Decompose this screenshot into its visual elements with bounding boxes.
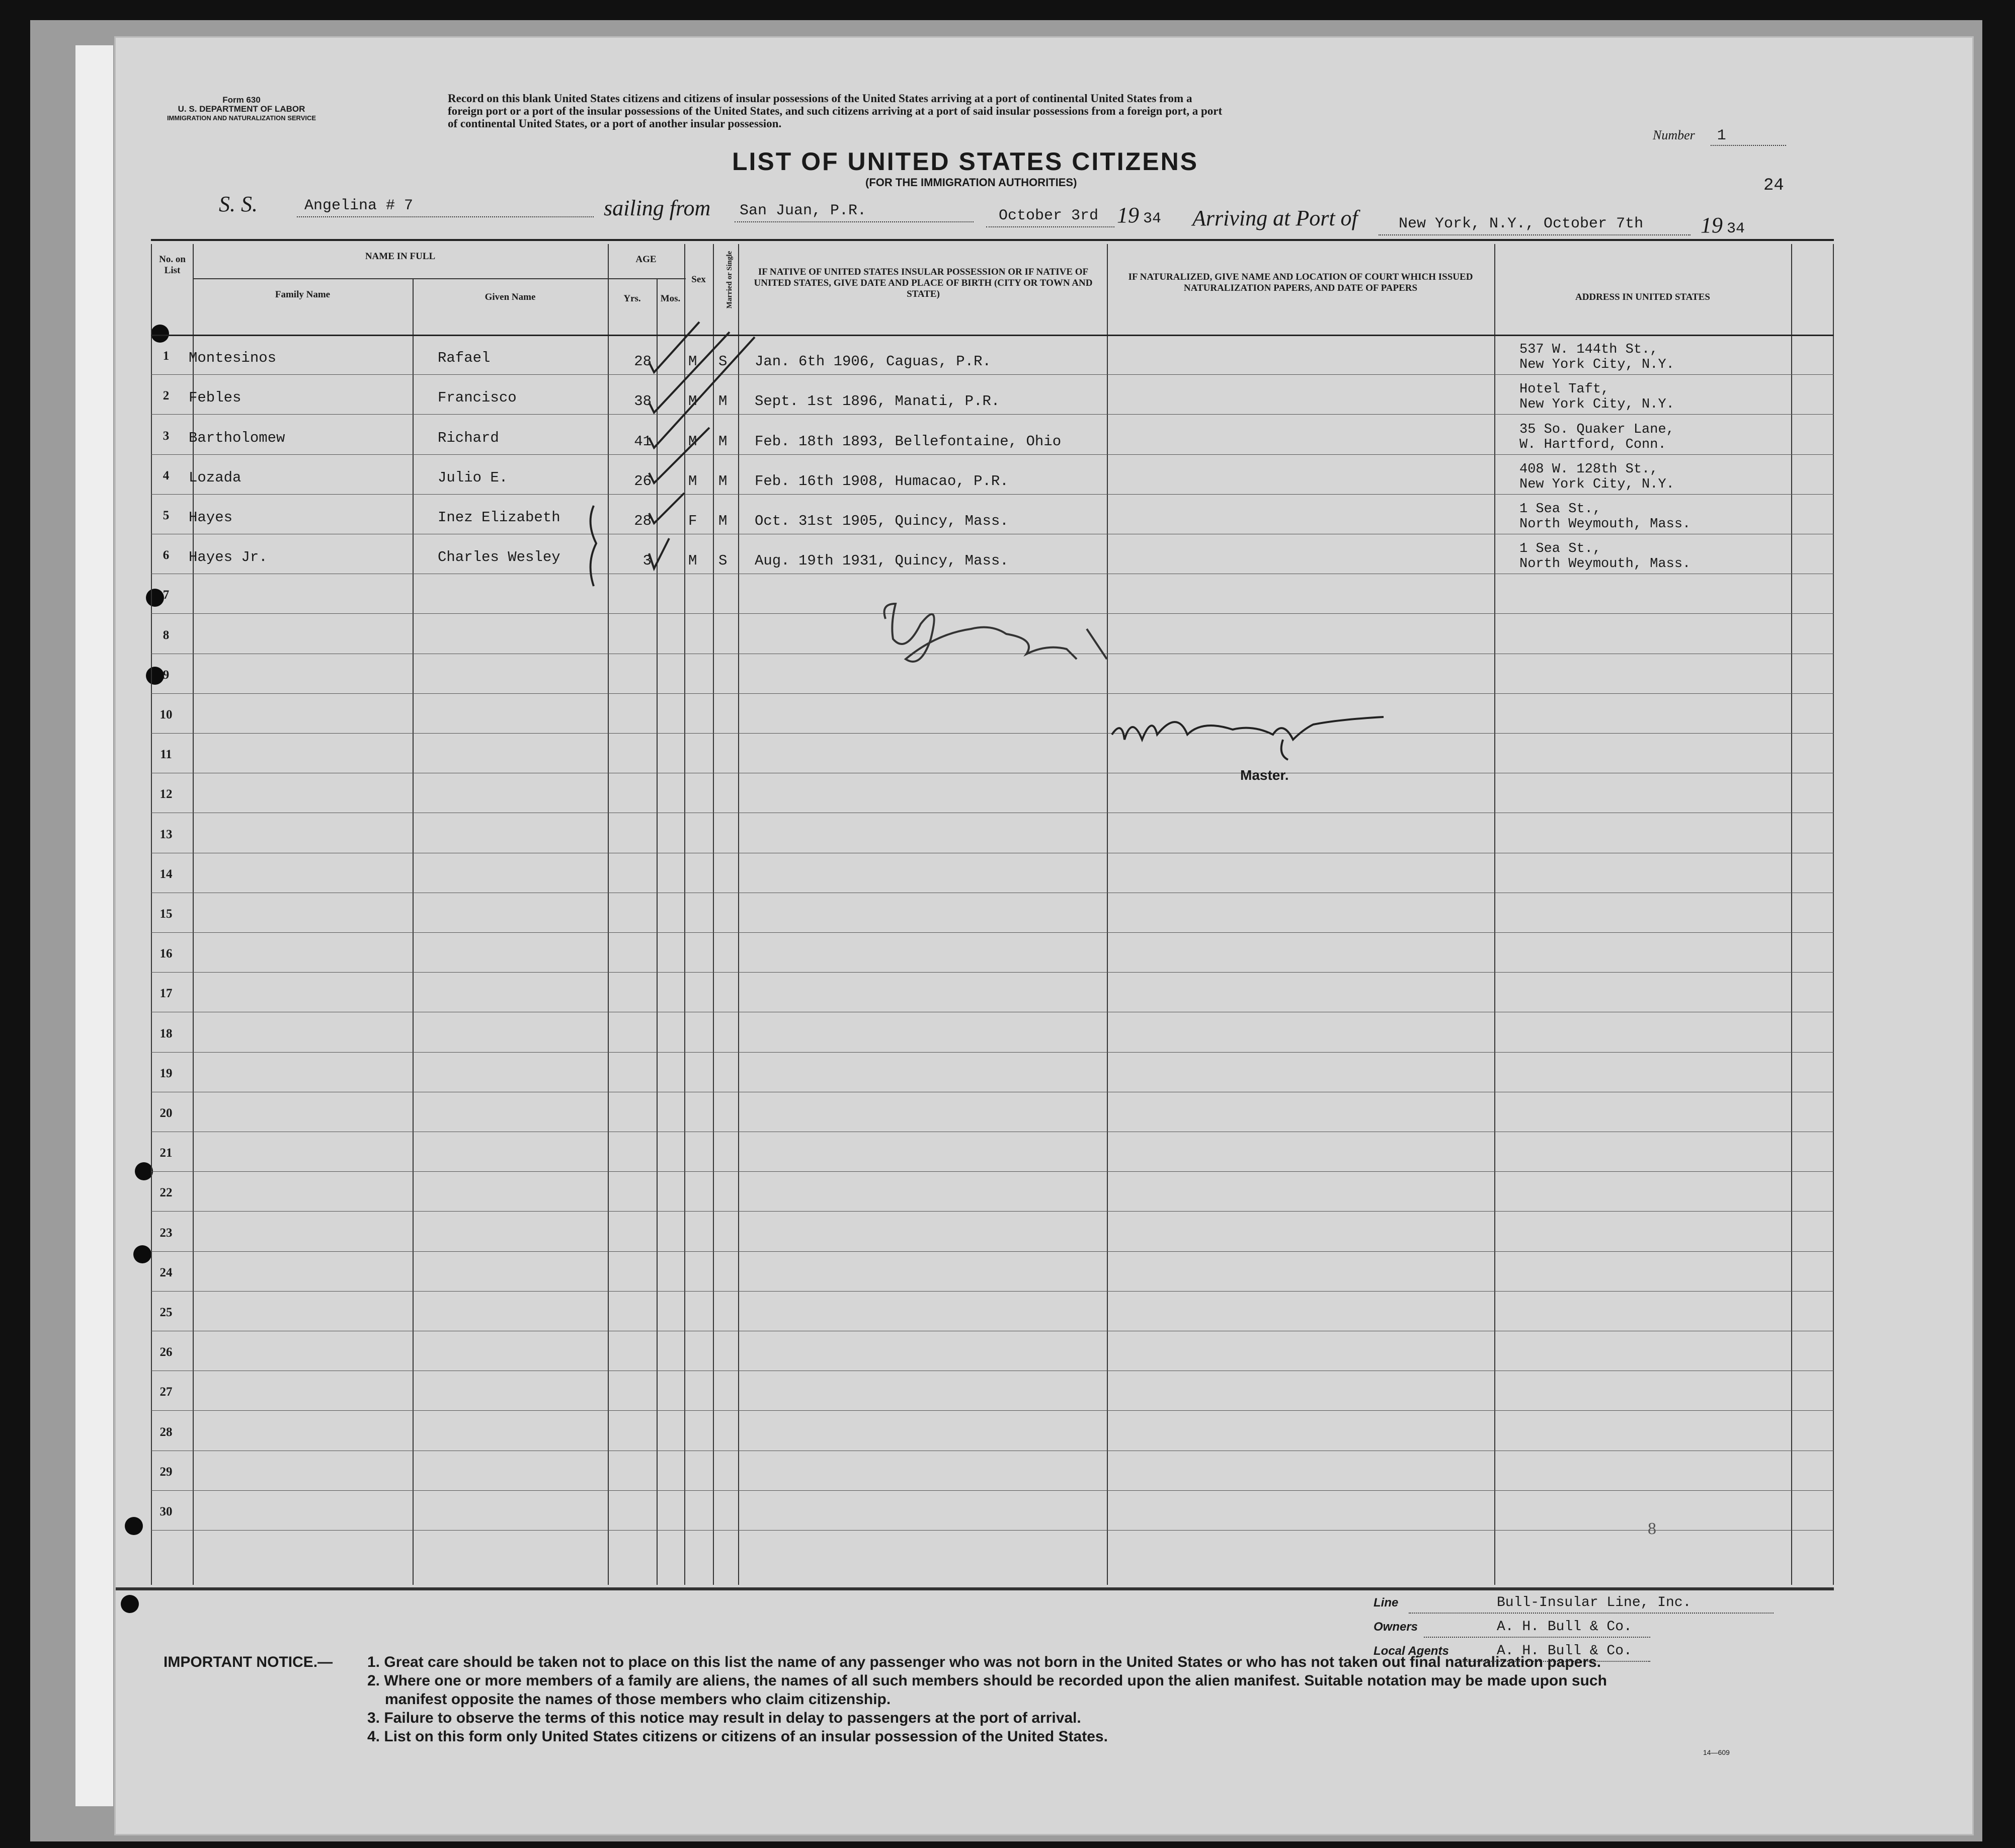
row-number: 26 <box>159 1345 173 1359</box>
depart-year-prefix: 19 <box>1117 203 1139 227</box>
passenger-birth: Aug. 19th 1931, Quincy, Mass. <box>755 552 1009 570</box>
passenger-marital-status: M <box>718 393 728 410</box>
depart-date: October 3rd <box>999 207 1099 224</box>
passenger-birth: Oct. 31st 1905, Quincy, Mass. <box>755 513 1009 529</box>
row-number: 2 <box>163 389 170 403</box>
row-rule <box>151 374 1834 375</box>
row-number: 27 <box>159 1385 173 1399</box>
row-number: 1 <box>163 349 170 363</box>
row-rule <box>151 972 1834 973</box>
col-naturalized: IF NATURALIZED, GIVE NAME AND LOCATION OF COURT WHICH ISSUED NATURALIZATION PAPERS, AND DATE OF PAPERS <box>1128 272 1473 293</box>
arrival-port-date: New York, N.Y., October 7th <box>1399 215 1644 232</box>
form-header <box>161 96 322 123</box>
page-subtitle: (FOR THE IMMIGRATION AUTHORITIES) <box>865 176 1077 189</box>
owners-label: Owners <box>1374 1620 1418 1634</box>
passenger-address-line: W. Hartford, Conn. <box>1519 437 1666 452</box>
passenger-sex: M <box>688 393 697 410</box>
record-note <box>448 92 1222 130</box>
passenger-age-years: 38 <box>634 393 652 410</box>
bottom-rule <box>116 1587 1834 1590</box>
passenger-given-name: Richard <box>438 429 499 446</box>
passenger-sex: M <box>688 353 697 370</box>
passenger-family-name: Montesinos <box>189 350 277 367</box>
row-number: 8 <box>163 628 170 642</box>
row-rule <box>151 494 1834 495</box>
row-number: 25 <box>159 1306 173 1319</box>
passenger-birth: Jan. 6th 1906, Caguas, P.R. <box>755 353 991 370</box>
row-rule <box>151 1171 1834 1172</box>
notice-item: 4. List on this form only United States citizens or citizens of an insular possession of the United States. <box>367 1728 1108 1745</box>
passenger-table <box>151 244 1834 1585</box>
passenger-address-line: 1 Sea St., <box>1519 502 1601 517</box>
row-number: 14 <box>159 867 173 881</box>
from-port: San Juan, P.R. <box>740 202 867 219</box>
row-rule <box>151 414 1834 415</box>
agents-value: A. H. Bull & Co. <box>1497 1643 1632 1659</box>
row-number: 7 <box>163 588 170 602</box>
service: IMMIGRATION AND NATURALIZATION SERVICE <box>167 114 316 122</box>
row-rule <box>151 454 1834 455</box>
row-number: 9 <box>163 668 170 682</box>
passenger-address-line: North Weymouth, Mass. <box>1519 517 1691 532</box>
row-number: 16 <box>159 947 173 961</box>
row-number: 28 <box>159 1425 173 1439</box>
col-yrs: Yrs. <box>623 293 641 304</box>
ship-name: Angelina # 7 <box>304 197 414 214</box>
arrive-year: 34 <box>1727 220 1745 237</box>
binder-hole <box>135 1162 153 1180</box>
passenger-sex: F <box>688 513 697 529</box>
row-rule <box>151 932 1834 933</box>
passenger-sex: M <box>688 552 697 570</box>
passenger-age-years: 26 <box>634 472 652 490</box>
passenger-birth: Feb. 18th 1893, Bellefontaine, Ohio <box>755 433 1062 450</box>
row-number: 21 <box>159 1146 173 1160</box>
col-no: No. on List <box>159 254 186 276</box>
passenger-birth: Sept. 1st 1896, Manati, P.R. <box>755 393 1000 410</box>
col-name-in-full: NAME IN FULL <box>365 251 436 262</box>
row-number: 3 <box>163 429 170 443</box>
passenger-age-years: 28 <box>634 513 652 529</box>
notice-heading: IMPORTANT NOTICE.— <box>164 1654 333 1670</box>
col-age: AGE <box>635 254 657 265</box>
passenger-given-name: Charles Wesley <box>438 549 560 566</box>
passenger-address-line: Hotel Taft, <box>1519 382 1609 397</box>
notice-item: manifest opposite the names of those members who claim citizenship. <box>385 1691 891 1708</box>
passenger-marital-status: M <box>718 472 728 490</box>
passenger-sex: M <box>688 472 697 490</box>
passenger-marital-status: S <box>718 353 728 370</box>
page-number: 24 <box>1763 176 1784 195</box>
notice-item: 1. Great care should be taken not to place on this list the name of any passenger who was not born in the United States or who has not taken out final naturalization papers. <box>367 1654 1601 1670</box>
passenger-family-name: Bartholomew <box>189 429 285 446</box>
passenger-address-line: New York City, N.Y. <box>1519 476 1674 492</box>
master-signature <box>1102 704 1394 765</box>
row-number: 4 <box>163 468 170 483</box>
binder-hole <box>133 1245 151 1263</box>
binder-hole <box>121 1595 139 1613</box>
row-number: 5 <box>163 509 170 522</box>
arrive-year-prefix: 19 <box>1701 213 1723 237</box>
passenger-family-name: Lozada <box>189 469 241 486</box>
record-note-line: Record on this blank United States citizens and citizens of insular possessions of the United States arriving at a port of continental United States from a <box>448 92 1192 105</box>
number-label: Number <box>1653 128 1695 142</box>
passenger-age-years: 41 <box>634 433 652 450</box>
row-number: 24 <box>159 1265 173 1279</box>
passenger-address-line: North Weymouth, Mass. <box>1519 556 1691 572</box>
number-value: 1 <box>1717 127 1726 144</box>
row-number: 20 <box>159 1106 173 1120</box>
row-rule <box>151 1211 1834 1212</box>
row-number: 13 <box>159 827 173 841</box>
row-number: 10 <box>159 708 173 721</box>
col-family-name: Family Name <box>275 289 331 300</box>
row-number: 23 <box>159 1226 173 1240</box>
form-code: 14—609 <box>1703 1748 1730 1756</box>
passenger-marital-status: M <box>718 513 728 529</box>
sailing-label: sailing from <box>604 196 711 220</box>
passenger-address-line: 537 W. 144th St., <box>1519 342 1658 358</box>
check-marks <box>639 302 790 584</box>
passenger-marital-status: S <box>718 552 728 570</box>
passenger-family-name: Febles <box>189 389 241 407</box>
col-given-name: Given Name <box>485 292 536 302</box>
row-number: 18 <box>159 1026 173 1040</box>
arriving-label: Arriving at Port of <box>1192 206 1358 230</box>
row-number: 30 <box>159 1505 173 1518</box>
department: U. S. DEPARTMENT OF LABOR <box>178 104 305 114</box>
row-rule <box>151 1251 1834 1252</box>
binder-hole <box>125 1517 143 1535</box>
passenger-address-line: 1 Sea St., <box>1519 541 1601 557</box>
passenger-age-years: 3 <box>642 552 652 570</box>
bracket-mark <box>584 503 604 589</box>
row-rule <box>151 693 1834 694</box>
line-label: Line <box>1374 1596 1399 1610</box>
row-number: 15 <box>159 907 173 921</box>
row-number: 29 <box>159 1465 173 1479</box>
margin-mark: 8 <box>1648 1519 1656 1538</box>
row-rule <box>151 1052 1834 1053</box>
master-label: Master. <box>1240 767 1289 783</box>
line-value: Bull-Insular Line, Inc. <box>1497 1595 1691 1611</box>
passenger-given-name: Inez Elizabeth <box>438 509 560 526</box>
col-married-single: Married or Single <box>726 251 734 309</box>
passenger-address-line: 408 W. 128th St., <box>1519 461 1658 477</box>
record-note-line: of continental United States, or a port of another insular possession. <box>448 117 782 130</box>
depart-year: 34 <box>1143 210 1162 227</box>
row-rule <box>151 1530 1834 1531</box>
officer-initials <box>875 589 1137 674</box>
col-sex: Sex <box>691 274 706 285</box>
agents-label: Local Agents <box>1374 1644 1449 1658</box>
top-rule <box>151 239 1834 241</box>
number-field <box>1653 127 1726 144</box>
passenger-birth: Feb. 16th 1908, Humacao, P.R. <box>755 472 1009 490</box>
passenger-family-name: Hayes <box>189 509 233 526</box>
row-number: 22 <box>159 1186 173 1200</box>
row-number: 12 <box>159 787 173 801</box>
page-title: LIST OF UNITED STATES CITIZENS <box>732 147 1199 176</box>
col-address: ADDRESS IN UNITED STATES <box>1575 292 1710 302</box>
record-note-line: foreign port or a port of the insular possessions of the United States, and such citizens arriving at a port of said insular possessions from a foreign port, a port <box>448 105 1223 117</box>
row-number: 17 <box>159 987 173 1001</box>
ss-label: S. S. <box>219 192 258 216</box>
passenger-given-name: Rafael <box>438 350 491 367</box>
col-mos: Mos. <box>660 293 681 304</box>
passenger-address-line: New York City, N.Y. <box>1519 397 1674 413</box>
owners-value: A. H. Bull & Co. <box>1497 1619 1632 1635</box>
notice-item: 2. Where one or more members of a family are aliens, the names of all such members should be recorded upon the alien manifest. Suitable notation may be made upon such <box>367 1672 1607 1689</box>
passenger-given-name: Julio E. <box>438 469 508 486</box>
passenger-family-name: Hayes Jr. <box>189 549 268 566</box>
row-rule <box>151 1291 1834 1292</box>
row-rule <box>151 1410 1834 1411</box>
page-edge-strip <box>75 45 113 1806</box>
passenger-given-name: Francisco <box>438 389 517 407</box>
col-birth: IF NATIVE OF UNITED STATES INSULAR POSSESSION OR IF NATIVE OF UNITED STATES, GIVE DATE AND PLACE OF BIRTH (CITY OR TOWN AND STATE) <box>754 267 1093 299</box>
notice-item: 3. Failure to observe the terms of this notice may result in delay to passengers at the port of arrival. <box>367 1710 1081 1726</box>
form-number: Form 630 <box>222 95 261 105</box>
passenger-marital-status: M <box>718 433 728 450</box>
row-rule <box>151 1490 1834 1491</box>
passenger-age-years: 28 <box>634 353 652 370</box>
passenger-address-line: 35 So. Quaker Lane, <box>1519 422 1674 437</box>
row-rule <box>151 733 1834 734</box>
row-number: 6 <box>163 548 170 563</box>
passenger-address-line: New York City, N.Y. <box>1519 357 1674 373</box>
row-number: 11 <box>160 748 172 762</box>
row-number: 19 <box>159 1066 173 1080</box>
passenger-sex: M <box>688 433 697 450</box>
